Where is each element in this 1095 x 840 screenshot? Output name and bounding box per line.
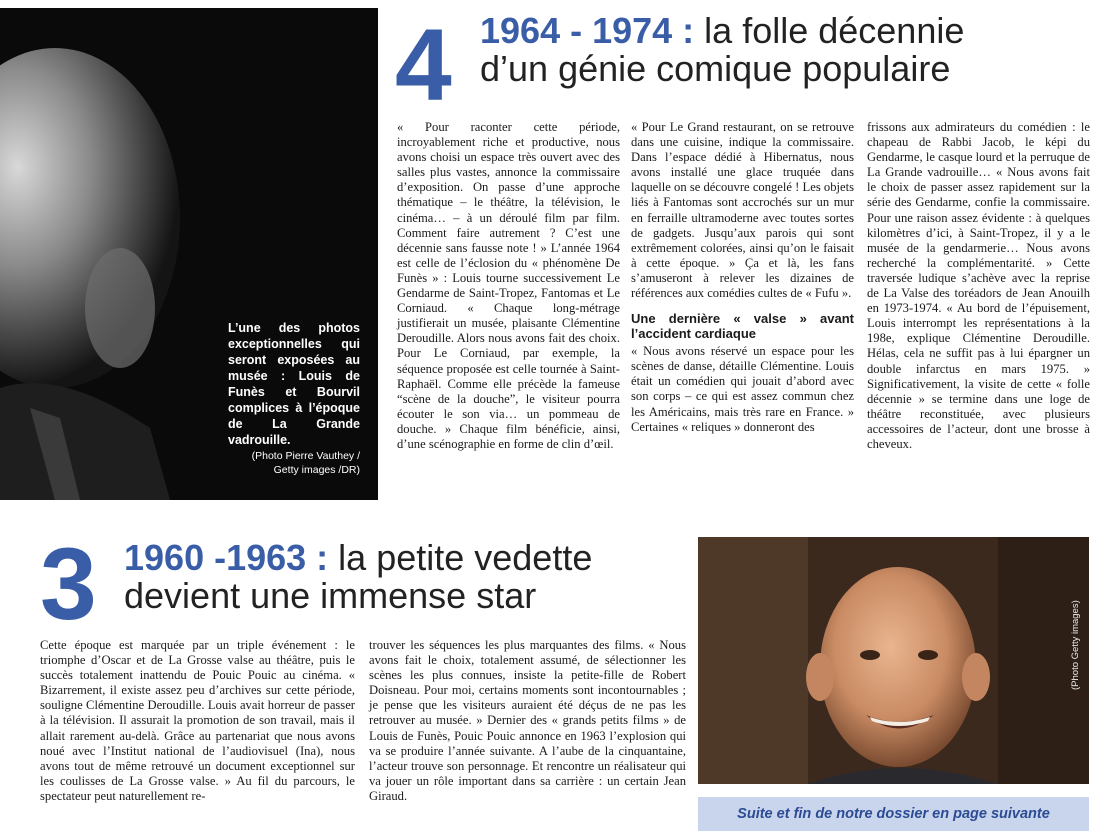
section-3-col1-text: Cette époque est marquée par un triple événement : le triomphe d’Oscar et de La Grosse valse au théâtre, puis le succès totalement inattendu de Pouic Pouic au cinéma. « Bizarrement, il existe assez peu d’archives sur cette période, souligne Clémentine Deroudille. Louis avait horreur de passer à la télévision. Il assurait la promotion de son travail, mais il allait rarement au-delà. Grâce au partenariat que nous avons noué avec l’Institut national de l’audiovisuel (Ina), nous avons tout de même retrouvé un document exceptionnel sur les coulisses de La Grosse valse. » Au fil du parcours, le spectateur peut naturellement re-: [40, 638, 355, 803]
section-4-col3-text: frissons aux admirateurs du comédien : le chapeau de Rabbi Jacob, le képi du Gendarme, le casque lourd et la perruque de La Grande vadrouille… « Nous avons fait le choix de passer assez rapidement sur la série des Gendarme, confie la commissaire. Pour une raison assez évidente : à quelques kilomètres d’ici, à Saint-Tropez, il y a le musée de la gendarmerie… Nous avons recherché la complémentarité. » Cette traversée ludique s’achève avec la reprise de La Valse des toréadors de Jean Anouilh en 1973-1974. « Au bord de l’épuisement, Louis interrompt les représentations à la 198e, explique Clémentine Deroudille. Hélas, cela ne suffit pas à lui épargner un double infarctus en mars 1975. » Significativement, la visite de cette « folle décennie » se termine dans une loge de théâtre reconstituée, avec plusieurs accessoires de l’acteur, dont une brosse à cheveux.: [867, 120, 1090, 451]
continued-banner: Suite et fin de notre dossier en page suivante: [698, 797, 1089, 831]
photo-credit-vertical: (Photo Getty images): [1070, 600, 1081, 690]
section-3-headline: [124, 539, 694, 615]
section-4-col2b-text: « Nous avons réservé un espace pour les scènes de danse, détaille Clémentine. Louis était un comédien qui jouait d’abord avec son corps – ce qui est assez commun chez les Américains, mais très rare en France. » Certaines « reliques » donneront des: [631, 344, 854, 434]
section-4-title-line2: d’un génie comique populaire: [480, 48, 951, 89]
section-4-col2-text: « Pour Le Grand restaurant, on se retrouve dans une cuisine, indique la commissaire. Dans l’espace dédié à Hibernatus, nous avons installé une glace truquée dans laquelle on se découvre congelé ! Les objets liés à Fantomas sont accrochés sur un mur en ferraille ultramoderne avec toutes sortes de gadgets. Jusqu’aux parois qui sont extrêmement colorées, ainsi qu’on le faisait à cette époque. » Ça et là, les fans s’amuseront à relever les dizaines de références aux comédies cultes de « Fufu ».: [631, 120, 854, 301]
section-3-column-2: [369, 638, 686, 804]
section-4-col1-text: « Pour raconter cette période, incroyablement riche et productive, nous avons choisi un espace très ouvert avec des salles plus vastes, annonce la commissaire d’exposition. On passe d’une approche thématique – le théâtre, la télévision, le cinéma… – à un déroulé film par film. Comment faire autrement ? C’est une décennie sans fausse note ! » L’année 1964 est celle de l’éclosion du « phénomène De Funès » : Louis tourne successivement Le Gendarme de Saint-Tropez, Fantomas et Le Corniaud. « Chaque long-métrage justifierait un musée, plaisante Clémentine Deroudille. Alors nous avons fait des choix. Pour Le Corniaud, par exemple, la séquence proposée est celle tournée à Saint-Raphaël. Comme elle précède la fameuse “scène de la douche”, le visiteur pourra écouter le son via… un pommeau de douche. » Chaque film bénéficie, ainsi, d’une scénographie en forme de clin d’œil.: [397, 120, 620, 451]
section-4-column-2: [631, 120, 854, 435]
caption-text: L’une des photos exceptionnelles qui seront exposées au musée : Louis de Funès et Bourvil complices à l’époque de La Grande vadrouille.: [228, 321, 360, 447]
photo-credit: (Photo Pierre Vauthey / Getty images /DR): [251, 450, 360, 476]
portrait-color-illustration: [698, 537, 1089, 784]
section-4-title: la folle décennie: [704, 10, 965, 51]
section-3-years: 1960 -1963 :: [124, 537, 329, 578]
section-4-subheading: Une dernière « valse » avant l’accident cardiaque: [631, 311, 854, 342]
section-4-column-3: [867, 120, 1090, 452]
section-4-headline: [480, 12, 1090, 88]
section-3-column-1: [40, 638, 355, 804]
photo-louis-de-funes-portrait: [698, 537, 1089, 784]
photo-louis-de-funes-bourvil: [0, 8, 378, 500]
section-number-3: 3: [40, 527, 97, 641]
section-4-column-1: [397, 120, 620, 452]
section-3-title-line2: devient une immense star: [124, 575, 537, 616]
section-4-years: 1964 - 1974 :: [480, 10, 695, 51]
photo-caption: [228, 320, 360, 477]
section-3-col2-text: trouver les séquences les plus marquantes des films. « Nous avons fait le choix, totalement assumé, de sélectionner les scènes les plus connues, insiste la petite-fille de Robert Doisneau. Pour moi, certains moments sont incontournables ; je pense que les visiteurs auraient été déçus de ne pas les retrouver au musée. » Dernier des « grands petits films » de Louis de Funès, Pouic Pouic annonce en 1963 l’explosion qui va se produire l’année suivante. A l’aube de la cinquantaine, l’acteur trouve son personnage. Et rencontre un réalisateur qui va jouer un rôle important dans sa carrière : un certain Jean Giraud.: [369, 638, 686, 803]
section-number-4: 4: [395, 8, 452, 122]
section-3-title: la petite vedette: [338, 537, 593, 578]
